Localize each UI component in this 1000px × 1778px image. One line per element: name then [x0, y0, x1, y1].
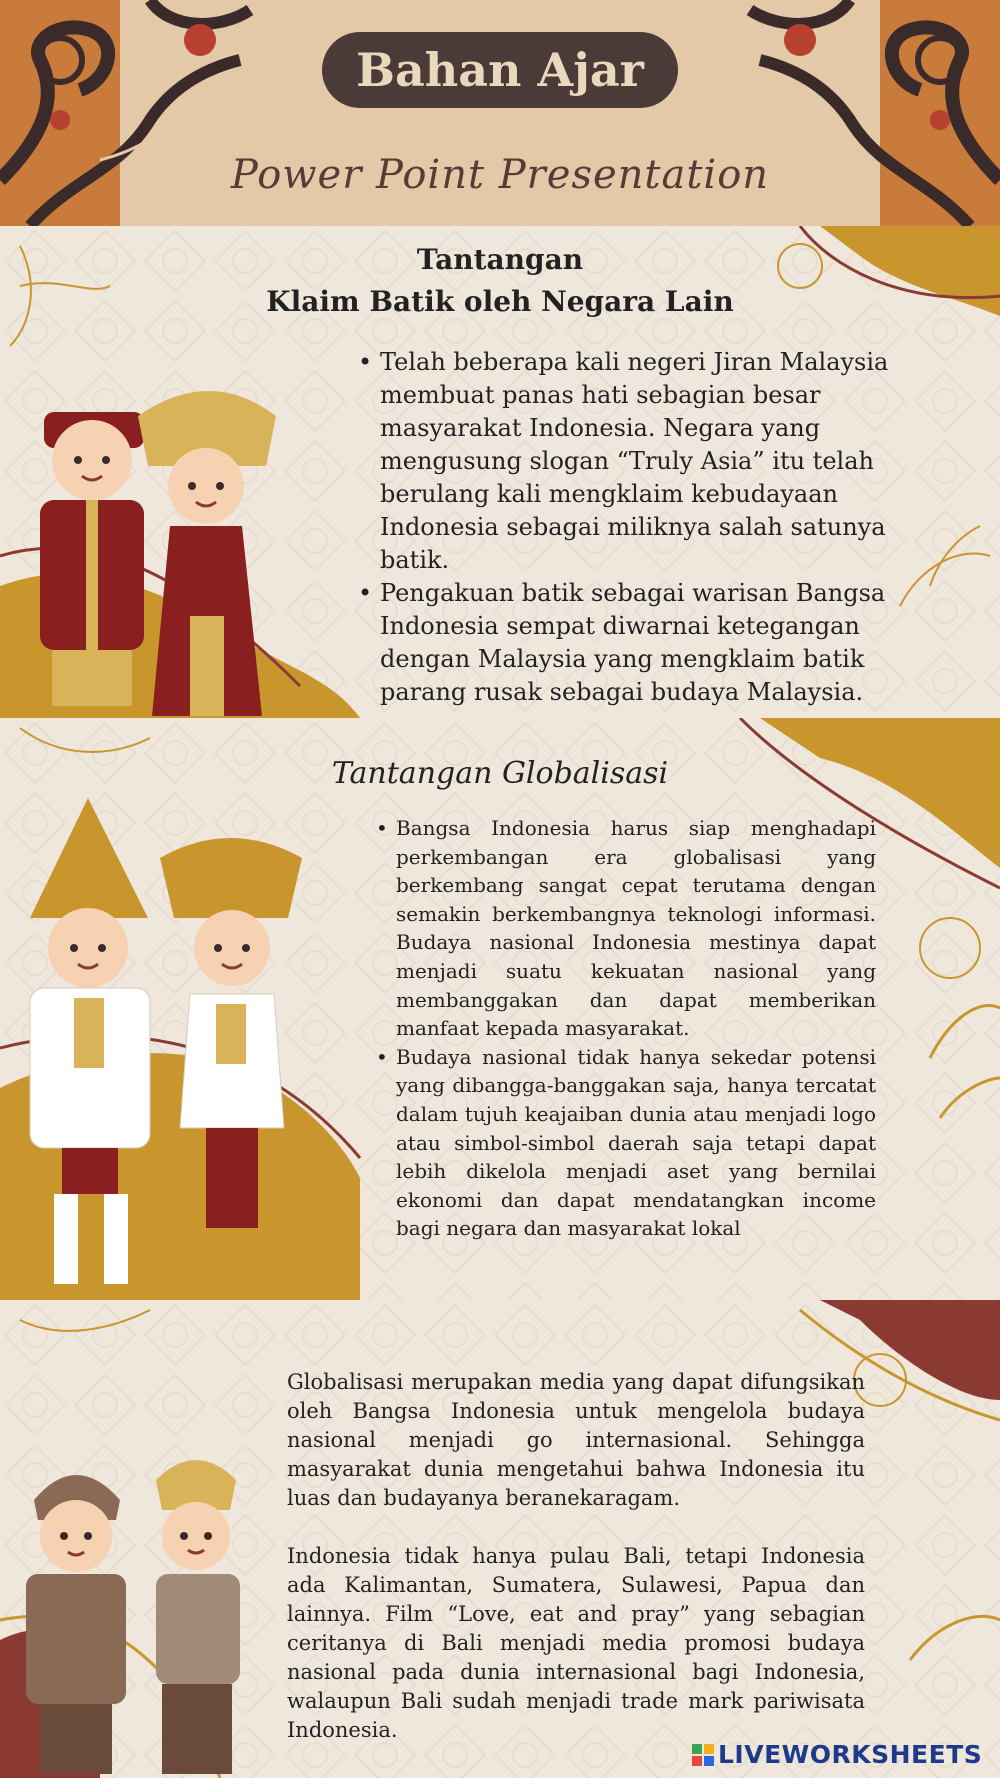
header-subtitle: Power Point Presentation — [230, 152, 770, 198]
list-item: • Budaya nasional tidak hanya sekedar potensi yang dibangga-banggakan saja, hanya tercatat dalam tujuh keajaiban dunia atau menjadi logo atau simbol-simbol daerah saja tetapi dapat lebih dikelola menjadi aset yang bernilai ekonomi dan dapat mendatangkan income bagi negara dan masyarakat lokal — [376, 1043, 876, 1243]
header-banner — [0, 0, 1000, 226]
section2-bullet-list — [376, 814, 876, 1243]
section1-title-line2: Klaim Batik oleh Negara Lain — [266, 285, 734, 318]
list-item: • Pengakuan batik sebagai warisan Bangsa Indonesia sempat diwarnai ketegangan dengan Malaysia yang mengklaim batik parang rusak sebagai budaya Malaysia. — [358, 577, 898, 709]
java-couple-illustration — [20, 1440, 270, 1778]
brand-text: LIVEWORKSHEETS — [718, 1740, 983, 1769]
liveworksheets-logo[interactable] — [692, 1740, 992, 1770]
section-klaim-batik — [0, 226, 1000, 718]
section1-bullet-list — [358, 346, 898, 709]
section-globalisasi — [0, 718, 1000, 1300]
section3-paragraph-1: Globalisasi merupakan media yang dapat difungsikan oleh Bangsa Indonesia untuk mengelola budaya nasional menjadi go internasional. Sehingga masyarakat dunia mengetahui bahwa Indonesia itu luas dan budayanya beranekaragam. — [287, 1370, 865, 1510]
minang-couple-illustration — [30, 376, 320, 716]
list-item: • Bangsa Indonesia harus siap menghadapi perkembangan era globalisasi yang berkembang sangat cepat terutama dengan semakin berkembangnya teknologi informasi. Budaya nasional Indonesia mestinya dapat menjadi suatu kekuatan nasional yang membanggakan dan dapat memberikan manfaat kepada masyarakat. — [376, 814, 876, 1043]
section1-title-line1: Tantangan — [416, 243, 584, 276]
section3-paragraph-2: Indonesia tidak hanya pulau Bali, tetapi Indonesia ada Kalimantan, Sumatera, Sulawesi, Papua dan lainnya. Film “Love, eat and pray” yang sebagian ceritanya di Bali menjadi media promosi budaya nasional pada dunia internasional bagi Indonesia, walaupun Bali sudah menjadi trade mark pariwisata Indonesia. — [287, 1544, 865, 1742]
list-item: • Telah beberapa kali negeri Jiran Malaysia membuat panas hati sebagian besar masyarakat Indonesia. Negara yang mengusung slogan “Truly Asia” itu telah berulang kali mengklaim kebudayaan Indonesia sebagai miliknya salah satunya batik. — [358, 346, 898, 577]
section-go-internasional — [0, 1300, 1000, 1778]
header-title: Bahan Ajar — [356, 43, 644, 97]
section2-title: Tantangan Globalisasi — [331, 756, 669, 791]
liveworksheets-icon — [692, 1744, 714, 1766]
palembang-couple-illustration — [20, 798, 320, 1298]
